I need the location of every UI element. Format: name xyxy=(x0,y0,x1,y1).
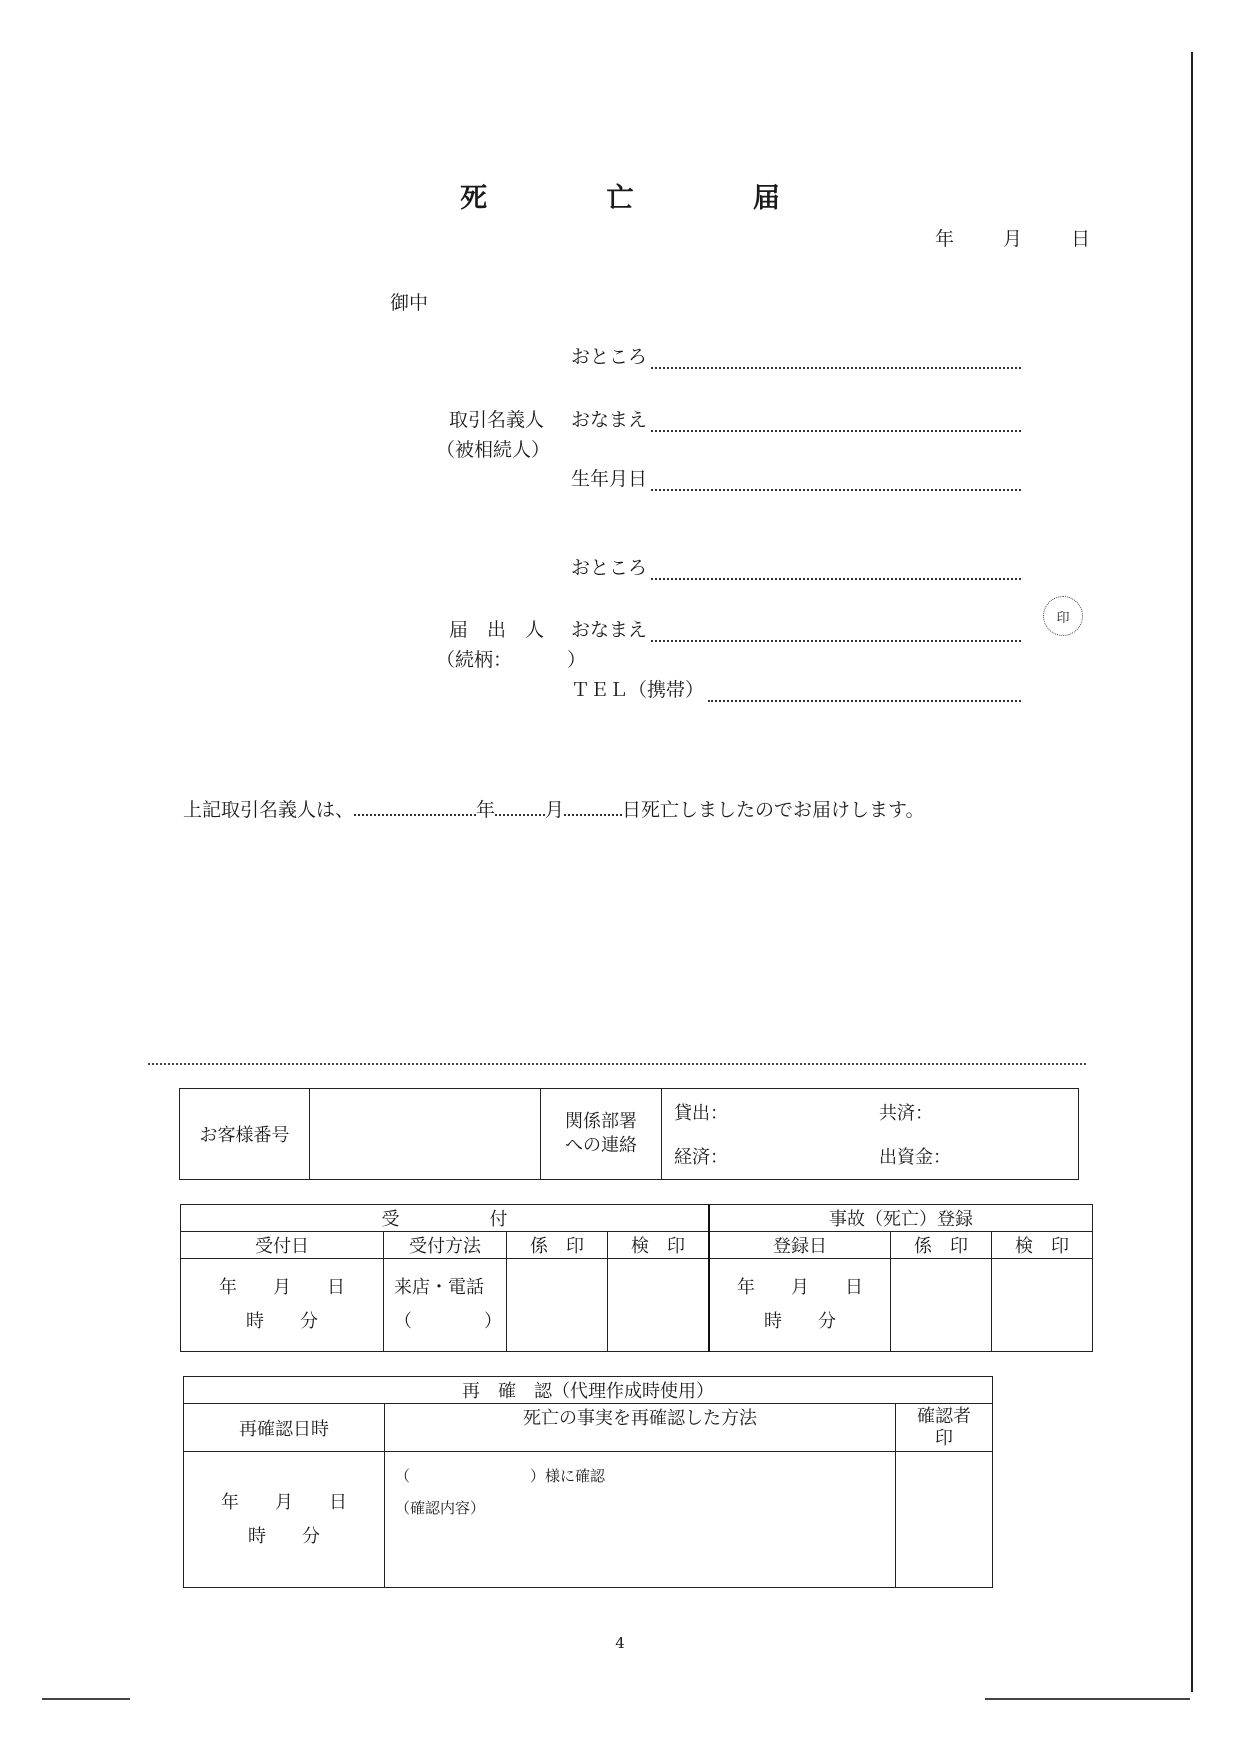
holder-name-label: おなまえ xyxy=(571,409,648,431)
customer-table xyxy=(179,1088,1079,1180)
notifier-name-label: おなまえ xyxy=(571,619,648,641)
holder-label: 取引名義人 xyxy=(449,409,545,431)
reception-table xyxy=(180,1204,1093,1352)
inspect-stamp-header: 検 印 xyxy=(992,1232,1093,1259)
department-cell xyxy=(662,1089,1079,1180)
holder-address-field[interactable] xyxy=(571,342,1021,369)
notifier-address-label: おところ xyxy=(571,557,648,579)
seal-stamp-icon: 印 xyxy=(1043,596,1083,636)
capital-label: 出資金： xyxy=(879,1147,951,1168)
holder-birthdate-label: 生年月日 xyxy=(571,468,648,490)
time-line: 時 分 xyxy=(248,1525,320,1547)
scan-bottom-edge-right xyxy=(985,1698,1190,1700)
page-title xyxy=(0,176,1240,215)
confirmer-stamp-cell[interactable] xyxy=(896,1452,993,1588)
holder-birthdate-field[interactable] xyxy=(571,464,1021,491)
date-line: 年 月 日 xyxy=(219,1277,345,1298)
notifier-tel-field[interactable] xyxy=(571,675,1021,702)
death-day-input[interactable] xyxy=(564,796,622,816)
date-line: 年 月 日 xyxy=(737,1277,863,1298)
time-line: 時 分 xyxy=(246,1311,318,1332)
customer-number-label: お客様番号 xyxy=(180,1089,310,1180)
notifier-label: 届 出 人 xyxy=(449,619,545,641)
page-number: 4 xyxy=(615,1634,625,1652)
cut-line-separator xyxy=(148,1063,1086,1065)
notifier-address-field[interactable] xyxy=(571,553,1021,580)
staff-stamp-header: 係 印 xyxy=(891,1232,992,1259)
date-line: 年 月 日 xyxy=(221,1491,347,1513)
statement-month: 月 xyxy=(545,799,565,821)
register-date-header: 登録日 xyxy=(709,1232,891,1259)
accident-header: 事故（死亡）登録 xyxy=(709,1205,1093,1232)
economic-label: 経済： xyxy=(674,1147,728,1168)
death-year-input[interactable] xyxy=(354,796,476,816)
confirmer-stamp-header xyxy=(896,1404,993,1452)
reconfirm-table xyxy=(183,1376,993,1588)
holder-address-label: おところ xyxy=(571,346,648,368)
statement-suffix: 日死亡しましたのでお届けします。 xyxy=(622,799,925,821)
staff-stamp-cell[interactable] xyxy=(507,1259,608,1352)
confirm-content-label: （確認内容） xyxy=(395,1499,486,1517)
department-label-line: 関係部署 xyxy=(565,1111,637,1132)
reconfirm-method-cell[interactable] xyxy=(385,1452,896,1588)
staff-stamp-header: 係 印 xyxy=(507,1232,608,1259)
date-header xyxy=(935,224,1133,251)
confirmer-label: 確認者 xyxy=(917,1405,971,1427)
confirmer-stamp-label: 印 xyxy=(935,1427,953,1449)
reception-method-header: 受付方法 xyxy=(384,1232,507,1259)
relation-close: ） xyxy=(567,649,587,671)
customer-number-input[interactable] xyxy=(310,1089,541,1180)
inspect-stamp-cell[interactable] xyxy=(608,1259,710,1352)
statement-prefix: 上記取引名義人は、 xyxy=(183,799,355,821)
time-line: 時 分 xyxy=(764,1311,836,1332)
reconfirm-datetime-header: 再確認日時 xyxy=(184,1404,385,1452)
reception-date-header: 受付日 xyxy=(181,1232,384,1259)
holder-sublabel: （被相続人） xyxy=(436,439,551,461)
title-char: 届 xyxy=(752,183,780,214)
day-label: 日 xyxy=(1071,228,1091,250)
scan-bottom-edge-left xyxy=(42,1698,130,1700)
death-month-input[interactable] xyxy=(495,796,545,816)
inspect-stamp-cell[interactable] xyxy=(992,1259,1093,1352)
staff-stamp-cell[interactable] xyxy=(891,1259,992,1352)
addressee-label: 御中 xyxy=(390,292,429,314)
confirmed-with-line: （ ）様に確認 xyxy=(395,1467,606,1485)
reception-header: 受 付 xyxy=(181,1205,710,1232)
relation-label: （続柄： xyxy=(436,649,513,671)
method-value: 来店・電話 xyxy=(394,1277,484,1298)
department-label xyxy=(541,1089,662,1180)
reconfirm-datetime-cell[interactable] xyxy=(184,1452,385,1588)
death-statement xyxy=(183,795,925,822)
title-char: 死 xyxy=(460,183,488,214)
reception-date-cell[interactable] xyxy=(181,1259,384,1352)
year-label: 年 xyxy=(935,228,955,250)
reception-method-cell[interactable] xyxy=(384,1259,507,1352)
reconfirm-header: 再 確 認（代理作成時使用） xyxy=(184,1377,993,1404)
statement-year: 年 xyxy=(476,799,496,821)
register-date-cell[interactable] xyxy=(709,1259,891,1352)
scan-right-edge xyxy=(1191,52,1193,1692)
inspect-stamp-header: 検 印 xyxy=(608,1232,710,1259)
loan-label: 貸出： xyxy=(674,1103,728,1124)
holder-name-field[interactable] xyxy=(571,405,1021,432)
month-label: 月 xyxy=(1003,228,1023,250)
mutual-aid-label: 共済： xyxy=(879,1103,933,1124)
notifier-tel-label: ＴＥＬ（携帯） xyxy=(571,679,705,701)
department-label-line: への連絡 xyxy=(565,1135,637,1156)
method-paren: （ ） xyxy=(394,1311,502,1332)
title-char: 亡 xyxy=(606,183,634,214)
notifier-name-field[interactable] xyxy=(571,615,1021,642)
reconfirm-method-header: 死亡の事実を再確認した方法 xyxy=(385,1404,896,1452)
